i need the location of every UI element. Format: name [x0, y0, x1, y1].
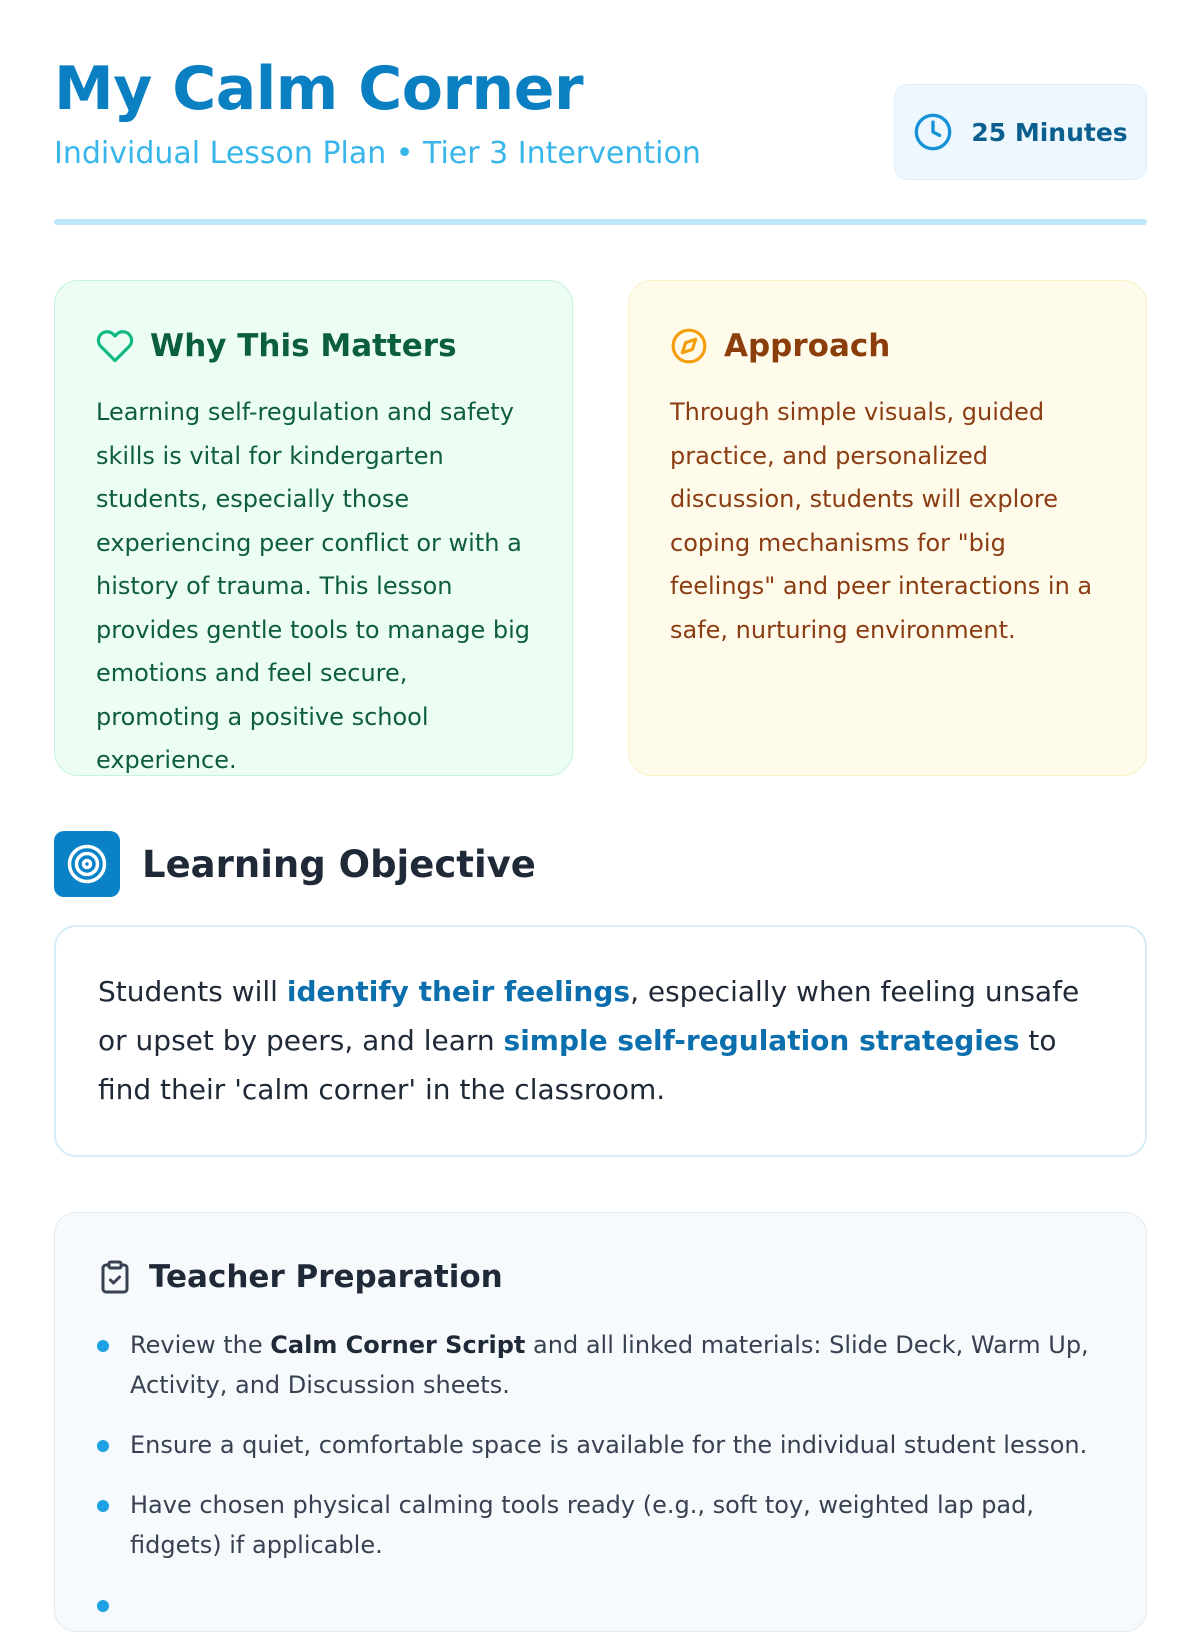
duration-badge [894, 84, 1147, 180]
objective-part-1: Students will [98, 975, 287, 1008]
bullet-dot [97, 1500, 109, 1512]
learning-objective-text [98, 967, 1105, 1114]
list-item-text: Have chosen physical calming tools ready (e.g., soft toy, weighted lap pad, fidgets) if applicable. [130, 1491, 1034, 1559]
clock-icon [913, 112, 953, 152]
list-item [97, 1425, 1106, 1465]
list-item-text: and all linked materials: Slide Deck, Warm Up, Activity, and Discussion sheets. [130, 1331, 1089, 1399]
preparation-list [97, 1325, 1106, 1625]
learning-objective-title: Learning Objective [142, 842, 536, 886]
duration-label: 25 Minutes [971, 117, 1128, 147]
list-item-text [130, 1591, 138, 1619]
bullet-dot [97, 1600, 109, 1612]
teacher-preparation-title: Teacher Preparation [149, 1259, 503, 1295]
why-text: Learning self-regulation and safety skills is vital for kindergarten students, especially those experiencing peer conflict or with a history of trauma. This lesson provides gentle tools to manage big emotions and feel secure, promoting a positive school experience. [96, 398, 531, 774]
why-title: Why This Matters [150, 328, 457, 364]
objective-part-3: to find their 'calm corner' in the classroom. [98, 1024, 1057, 1106]
teacher-preparation-card [54, 1212, 1147, 1632]
list-item [97, 1325, 1106, 1405]
bullet-dot [97, 1340, 109, 1352]
lesson-plan-page [54, 0, 1147, 1559]
list-item-bold: Calm Corner Script [270, 1331, 526, 1359]
objective-highlight-1: identify their feelings [286, 975, 631, 1008]
learning-objective-heading [54, 831, 536, 897]
learning-objective-box [54, 925, 1147, 1157]
list-item-text: Review the [130, 1331, 271, 1359]
target-icon-tile [54, 831, 120, 897]
clipboard-check-icon [97, 1257, 133, 1297]
bullet-dot [97, 1440, 109, 1452]
approach-text: Through simple visuals, guided practice, and personalized discussion, students will explore coping mechanisms for "big feelings" and peer interactions in a safe, nurturing environment. [670, 398, 1093, 644]
compass-icon [670, 327, 708, 365]
list-item [97, 1585, 1106, 1625]
list-item-text: Ensure a quiet, comfortable space is available for the individual student lesson. [130, 1431, 1088, 1459]
page-subtitle: Individual Lesson Plan • Tier 3 Intervention [54, 136, 701, 171]
list-item [97, 1485, 1106, 1565]
objective-highlight-2: simple self-regulation strategies [503, 1024, 1020, 1057]
approach-card [628, 280, 1147, 776]
target-icon [66, 843, 108, 885]
header [54, 0, 1147, 226]
approach-title: Approach [724, 328, 891, 364]
heart-icon [96, 327, 134, 365]
header-divider [54, 219, 1147, 225]
why-this-matters-card [54, 280, 573, 776]
objective-part-2: , especially when feeling unsafe or upset by peers, and learn [98, 975, 1080, 1057]
page-title: My Calm Corner [54, 54, 584, 124]
